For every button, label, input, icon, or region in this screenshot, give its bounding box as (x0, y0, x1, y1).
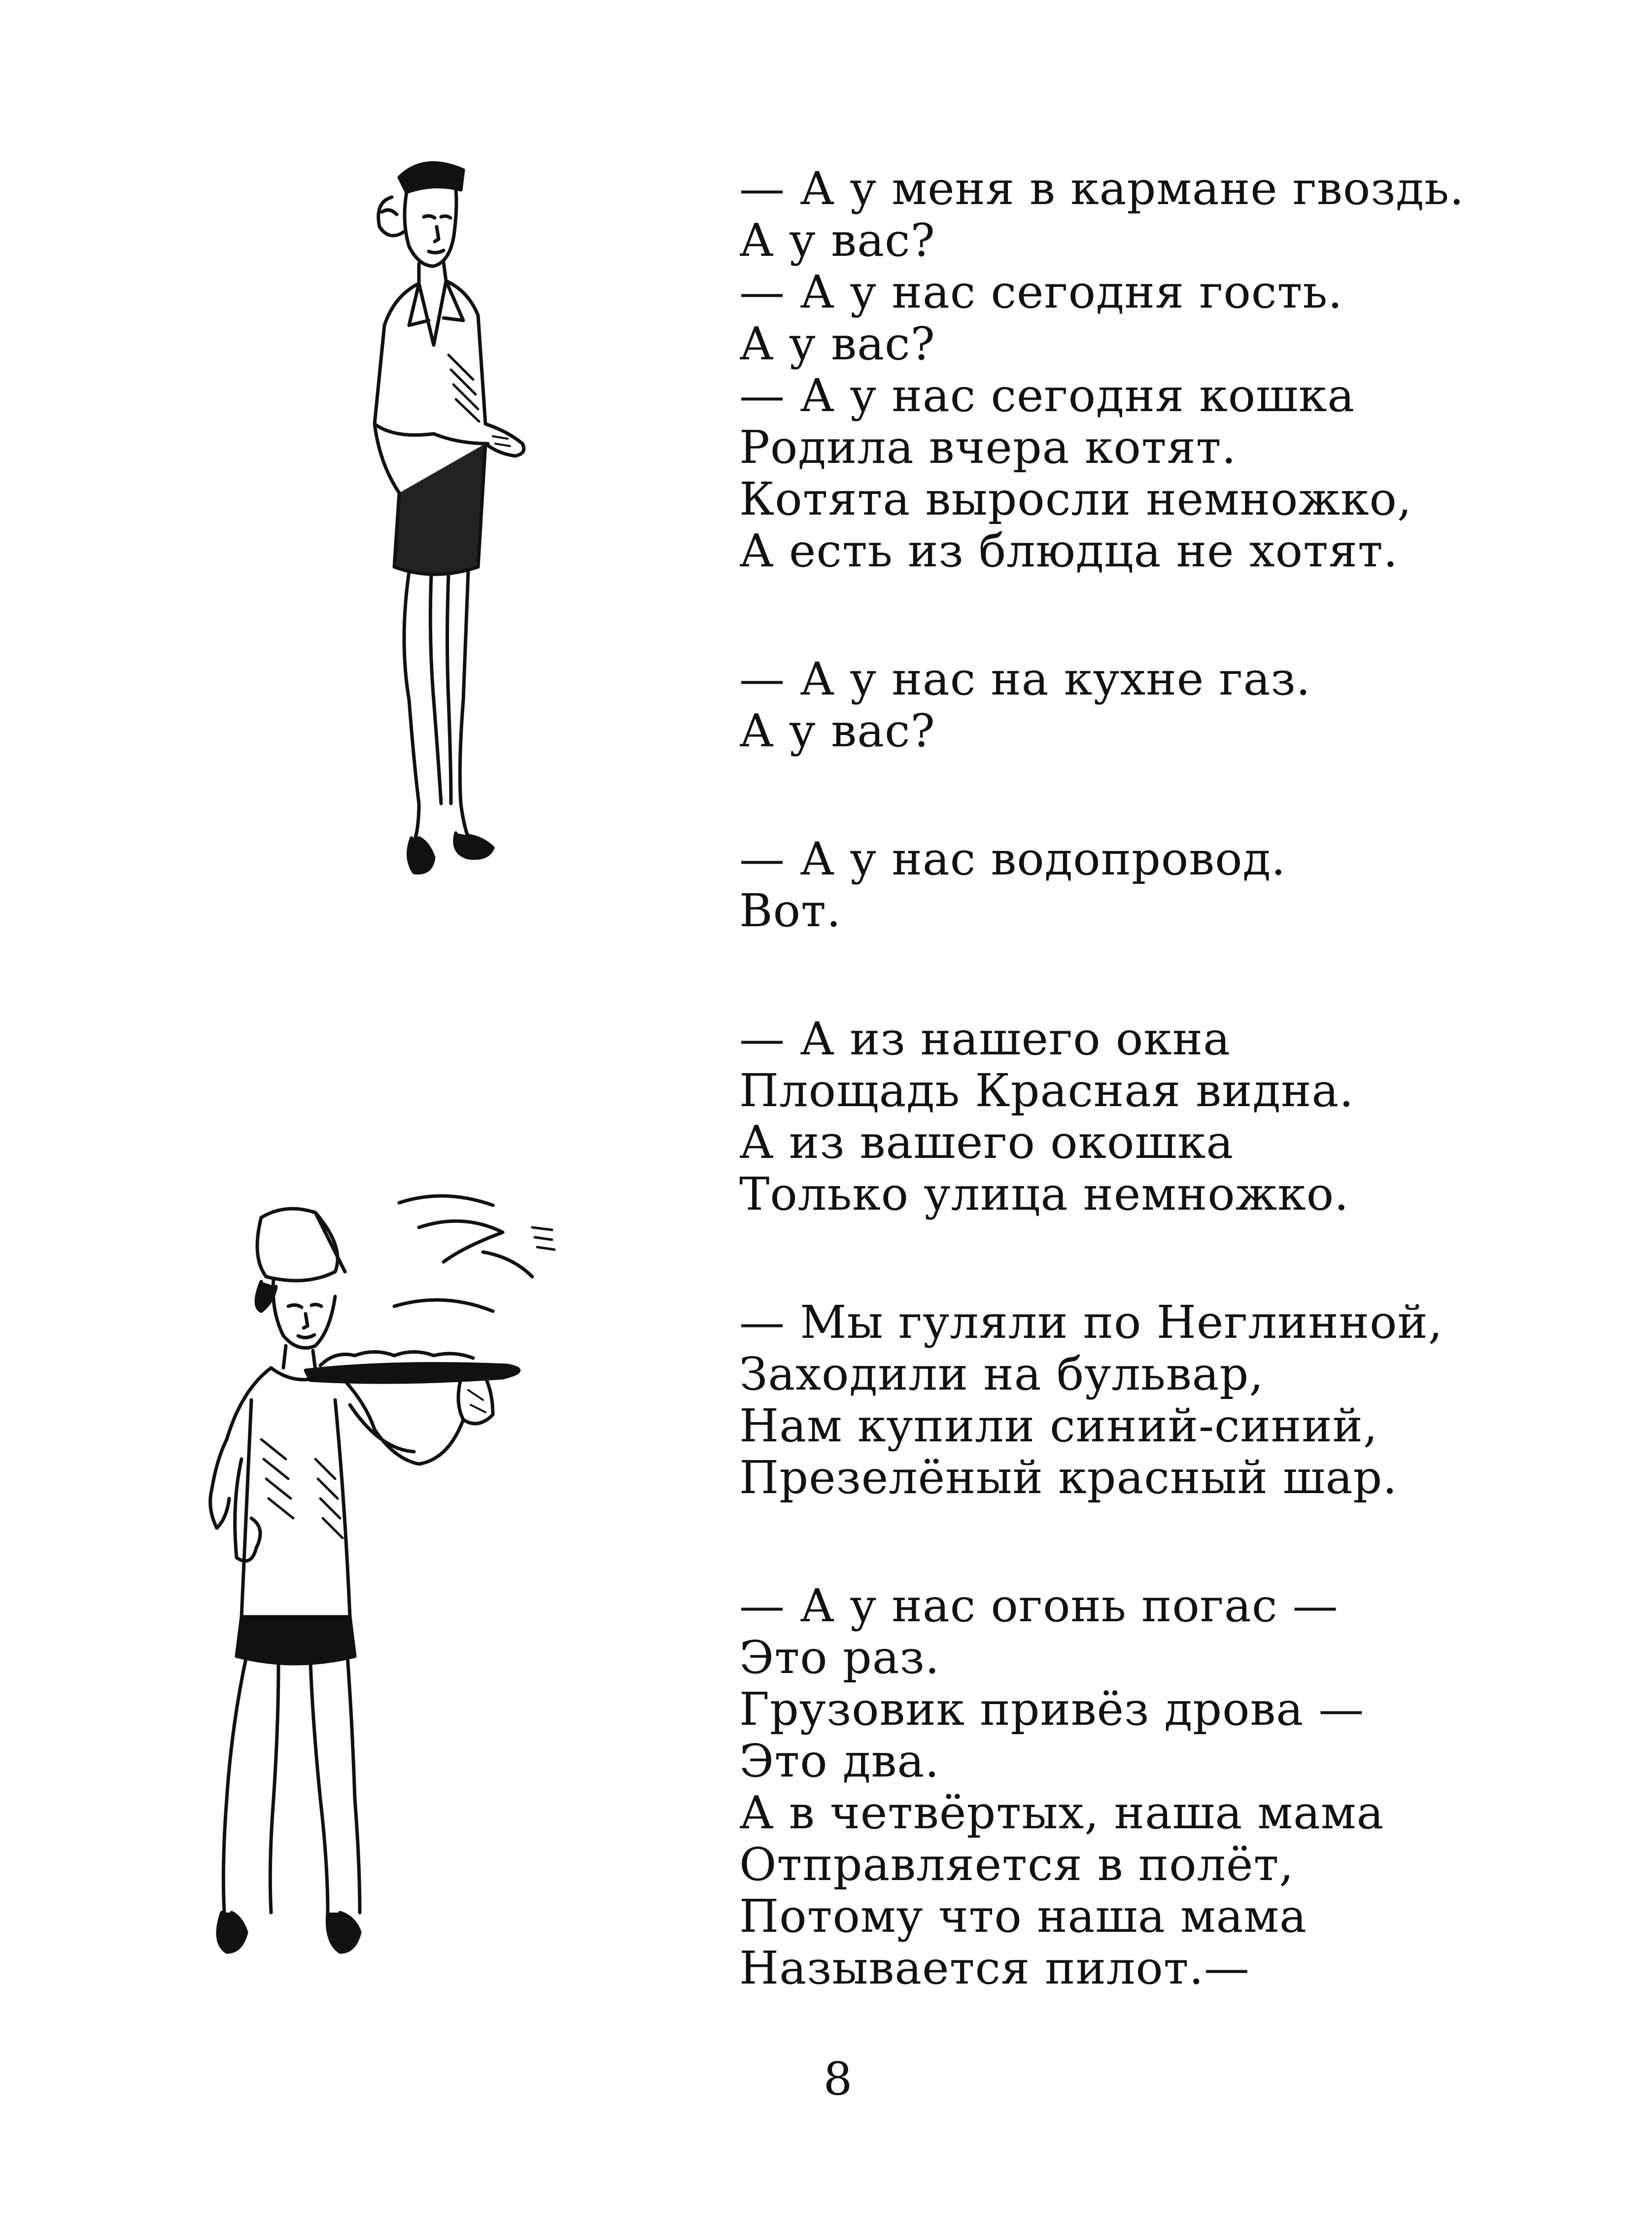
poem-line: — А у меня в кармане гвоздь. (739, 162, 1465, 215)
waitress-illustration (187, 1183, 631, 1991)
poem-line: А у вас? (739, 214, 935, 267)
poem-line: Нам купили синий-синий, (739, 1399, 1378, 1452)
poem-line: Заходили на бульвар, (739, 1348, 1264, 1400)
stewardess-drawing (345, 148, 572, 897)
poem-line: А у вас? (739, 704, 935, 757)
poem-line: Это раз. (739, 1631, 940, 1684)
poem (739, 163, 1552, 1994)
poem-line: Площадь Красная видна. (739, 1064, 1354, 1117)
poem-line: — А у нас на кухне газ. (739, 653, 1311, 705)
poem-line: — А у нас огонь погас — (739, 1579, 1339, 1632)
waitress-drawing (187, 1183, 631, 1991)
poem-line: Отправляется в полёт, (739, 1838, 1294, 1891)
poem-line: А есть из блюдца не хотят. (739, 524, 1399, 577)
poem-line: Это два. (739, 1735, 940, 1787)
stewardess-illustration (345, 148, 572, 897)
stanza-3 (739, 833, 1552, 937)
poem-line: Только улица немножко. (739, 1168, 1349, 1221)
poem-line: Котята выросли немножко, (739, 473, 1412, 525)
poem-line: Называется пилот.— (739, 1942, 1250, 1994)
stanza-1 (739, 163, 1552, 577)
poem-line: Грузовик привёз дрова — (739, 1683, 1365, 1736)
poem-line: — А у нас водопровод. (739, 833, 1286, 885)
stanza-2 (739, 653, 1552, 757)
poem-line: А у вас? (739, 317, 935, 370)
poem-line: Вот. (739, 884, 842, 937)
stanza-5 (739, 1296, 1552, 1503)
poem-line: — Мы гуляли по Неглинной, (739, 1296, 1443, 1349)
poem-line: А в четвёртых, наша мама (739, 1786, 1384, 1839)
poem-line: А из вашего окошка (739, 1116, 1234, 1169)
page-number: 8 (823, 2053, 853, 2105)
poem-line: Презелёный красный шар. (739, 1451, 1398, 1504)
poem-line: — А у нас сегодня кошка (739, 369, 1355, 422)
stanza-4 (739, 1013, 1552, 1220)
poem-line: Родила вчера котят. (739, 421, 1237, 474)
poem-line: Потому что наша мама (739, 1890, 1307, 1943)
poem-line: — А у нас сегодня гость. (739, 266, 1343, 318)
stanza-6 (739, 1580, 1552, 1994)
poem-line: — А из нашего окна (739, 1012, 1231, 1065)
